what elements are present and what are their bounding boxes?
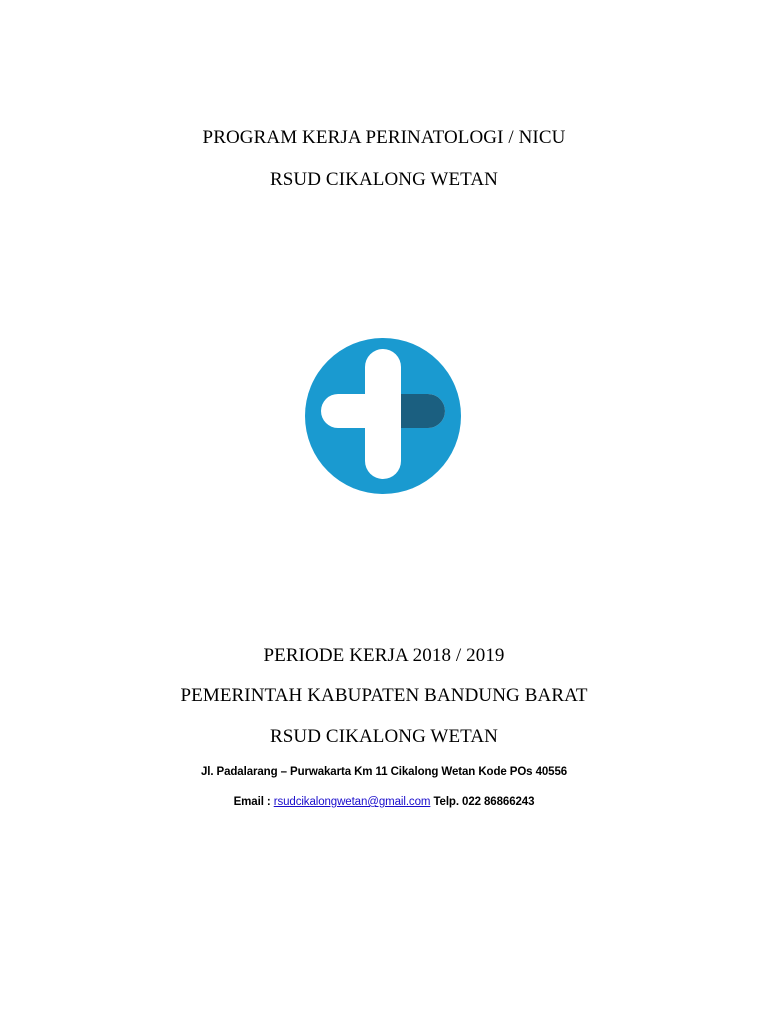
hospital-name-header: RSUD CIKALONG WETAN: [269, 169, 499, 190]
logo-accent-segment: [401, 394, 445, 428]
contact-line: [0, 796, 768, 808]
address-line: Jl. Padalarang – Purwakarta Km 11 Cikalong Wetan Kode POs 40556: [200, 766, 568, 778]
email-link[interactable]: rsudcikalongwetan@gmail.com: [273, 796, 431, 808]
email-label: Email :: [233, 796, 274, 808]
medical-cross-icon: [303, 336, 463, 496]
phone-number: Telp. 022 86866243: [430, 796, 535, 808]
hospital-name-footer: RSUD CIKALONG WETAN: [269, 726, 499, 747]
work-period: PERIODE KERJA 2018 / 2019: [263, 645, 505, 666]
document-title: PROGRAM KERJA PERINATOLOGI / NICU: [202, 127, 566, 148]
government-name: PEMERINTAH KABUPATEN BANDUNG BARAT: [180, 685, 588, 706]
